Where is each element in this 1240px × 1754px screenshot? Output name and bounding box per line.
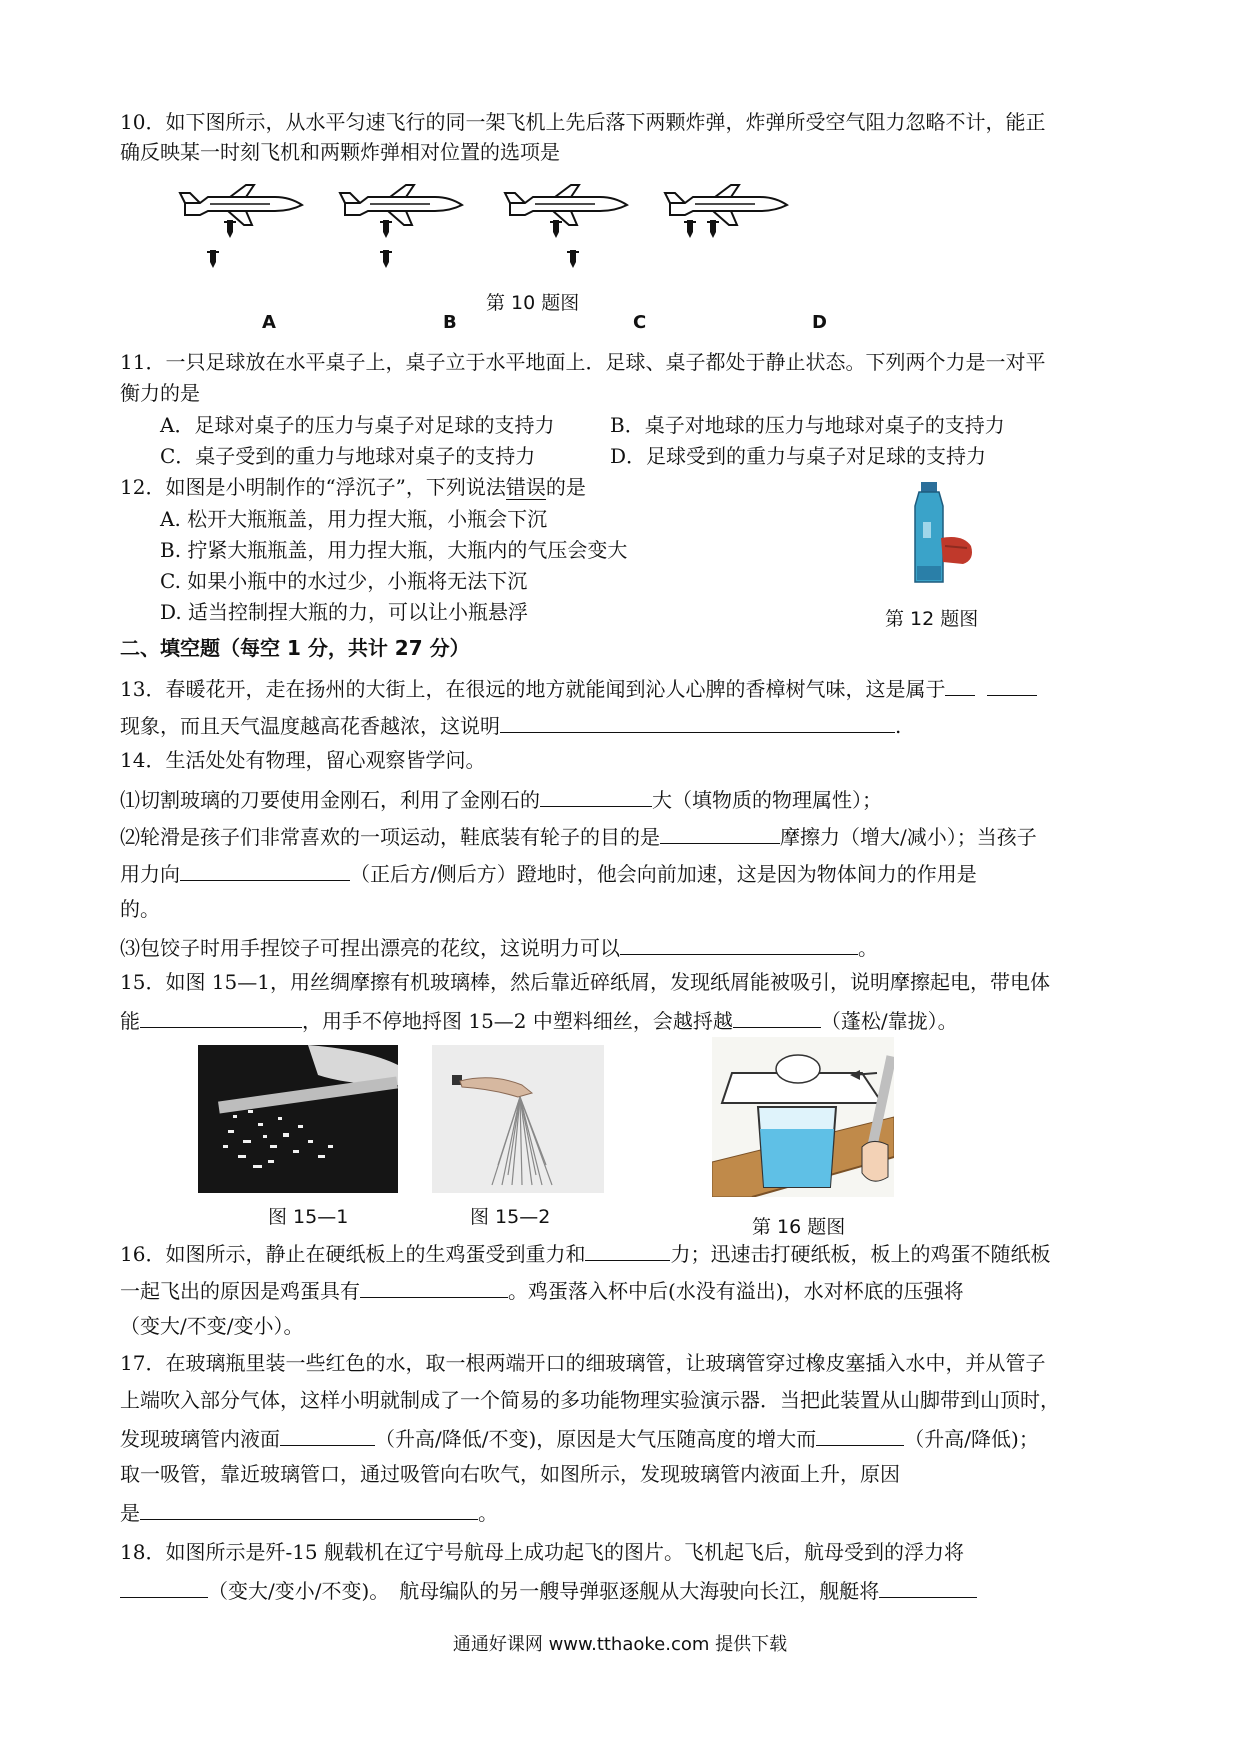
- cartesian-diver-bottle-image: [905, 482, 985, 587]
- q12-stem: [120, 475, 586, 499]
- q12-option-a: A. 松开大瓶瓶盖，用力捏大瓶，小瓶会下沉: [160, 507, 548, 531]
- q11-option-b: B．桌子对地球的压力与地球对桌子的支持力: [610, 413, 1005, 437]
- q11-option-c: C．桌子受到的重力与地球对桌子的支持力: [160, 444, 536, 468]
- section2-heading: 二、填空题（每空 1 分，共计 27 分）: [120, 636, 470, 660]
- option-b-label: B: [443, 312, 457, 333]
- q17-line5: [120, 1499, 498, 1525]
- q14-part2: [120, 823, 1037, 849]
- q17-line3: [120, 1425, 1039, 1451]
- q14-part2b-end: （正后方/侧后方）蹬地时，他会向前加速，这是因为物体间力的作用是: [350, 862, 977, 886]
- q14-part1-text: ⑴切割玻璃的刀要使用金刚石，利用了金刚石的: [120, 788, 540, 812]
- q15-line2-text: 能: [120, 1009, 140, 1033]
- q15-line2-end: （蓬松/靠拢）。: [820, 1009, 958, 1033]
- q12-option-b: B. 拧紧大瓶瓶盖，用力捏大瓶，大瓶内的气压会变大: [160, 538, 628, 562]
- q14-part2b-text: 用力向: [120, 862, 180, 886]
- q11-stem-line1: 11．一只足球放在水平桌子上，桌子立于水平地面上．足球、桌子都处于静止状态。下列两个力是一对平: [120, 350, 1046, 374]
- q18-line1: 18．如图所示是歼-15 舰载机在辽宁号航母上成功起飞的图片。飞机起飞后，航母受到的浮力将: [120, 1540, 965, 1564]
- q13-blank-1b[interactable]: [987, 675, 1037, 696]
- q13-line1: [120, 675, 1037, 701]
- q18-blank-2[interactable]: [879, 1577, 977, 1598]
- q16-blank-1[interactable]: [585, 1240, 670, 1261]
- q13-blank-2[interactable]: [500, 712, 895, 733]
- q13-blank-1a[interactable]: [945, 675, 975, 696]
- option-c-diagram: [505, 185, 627, 268]
- q10-figure-caption: 第 10 题图: [486, 292, 580, 314]
- q15-line2-mid: ，用手不停地捋图 15—2 中塑料细丝，会越捋越: [302, 1009, 733, 1033]
- q17-blank-1[interactable]: [280, 1425, 375, 1446]
- q16-line1: [120, 1240, 1050, 1266]
- q18-blank-1[interactable]: [120, 1577, 208, 1598]
- q11-stem-line2: 衡力的是: [120, 381, 200, 405]
- q15-blank-1[interactable]: [140, 1007, 302, 1028]
- option-c-label: C: [633, 312, 647, 333]
- q14-blank-1[interactable]: [540, 786, 652, 807]
- q14-blank-3[interactable]: [180, 860, 350, 881]
- q16-line2: [120, 1277, 964, 1303]
- q18-line2: [120, 1577, 977, 1603]
- q17-line2: 上端吹入部分气体，这样小明就制成了一个简易的多功能物理实验演示器．当把此装置从山脚带到山顶时，: [120, 1388, 1060, 1412]
- q16-line3: （变大/不变/变小）。: [120, 1314, 304, 1338]
- q14-part2-end: 摩擦力（增大/减小）；当孩子: [780, 825, 1037, 849]
- q12-option-c: C. 如果小瓶中的水过少，小瓶将无法下沉: [160, 569, 528, 593]
- option-b-diagram: [340, 185, 462, 268]
- q17-line3-end: （升高/降低)；: [904, 1427, 1039, 1451]
- q14-part1-end: 大（填物质的物理属性）；: [652, 788, 882, 812]
- q17-line3-text: 发现玻璃管内液面: [120, 1427, 280, 1451]
- q17-line5-text: 是: [120, 1501, 140, 1525]
- q11-option-d: D．足球受到的重力与桌子对足球的支持力: [610, 444, 987, 468]
- q12-stem-end: 的是: [545, 475, 586, 499]
- q14-part3-end: 。: [858, 936, 878, 960]
- q17-line1: 17．在玻璃瓶里装一些红色的水，取一根两端开口的细玻璃管，让玻璃管穿过橡皮塞插入水中，并从管子: [120, 1351, 1046, 1375]
- q15-blank-2[interactable]: [733, 1007, 821, 1028]
- q17-blank-3[interactable]: [140, 1499, 478, 1520]
- q15-line2: [120, 1007, 958, 1033]
- q14-intro: 14．生活处处有物理，留心观察皆学问。: [120, 748, 486, 772]
- q17-line4: 取一吸管，靠近玻璃管口，通过吸管向右吹气，如图所示，发现玻璃管内液面上升，原因: [120, 1462, 900, 1486]
- q14-part2b: [120, 860, 977, 886]
- q14-part2-text: ⑵轮滑是孩子们非常喜欢的一项运动，鞋底装有轮子的目的是: [120, 825, 660, 849]
- q17-line3-mid: （升高/降低/不变)，原因是大气压随高度的增大而: [375, 1427, 817, 1451]
- q15-line1: 15．如图 15—1，用丝绸摩擦有机玻璃棒，然后靠近碎纸屑，发现纸屑能被吸引，说明摩擦起电，带电体: [120, 970, 1050, 994]
- q12-stem-text: 12．如图是小明制作的“浮沉子”，下列说法: [120, 475, 506, 499]
- q16-line1-text: 16．如图所示，静止在硬纸板上的生鸡蛋受到重力和: [120, 1242, 586, 1266]
- q10-stem-line2: 确反映某一时刻飞机和两颗炸弹相对位置的选项是: [120, 140, 560, 164]
- q14-part1: [120, 786, 882, 812]
- option-d-diagram: [665, 185, 787, 238]
- q12-option-d: D. 适当控制捏大瓶的力，可以让小瓶悬浮: [160, 600, 529, 624]
- q13-line2-text: 现象，而且天气温度越高花香越浓，这说明: [120, 714, 500, 738]
- option-a-diagram: [180, 185, 302, 268]
- q17-blank-2[interactable]: [816, 1425, 904, 1446]
- option-d-label: D: [812, 312, 827, 333]
- q18-line2-text: （变大/变小/不变)。 航母编队的另一艘导弹驱逐舰从大海驶向长江，舰艇将: [208, 1579, 880, 1603]
- q14-part2c: 的。: [120, 897, 160, 921]
- q12-emphasis: 错误: [505, 475, 546, 499]
- q16-line1-end: 力；迅速击打硬纸板，板上的鸡蛋不随纸板: [670, 1242, 1051, 1266]
- glass-rod-paper-scraps-photo: [198, 1045, 398, 1193]
- option-a-label: A: [262, 312, 276, 333]
- q13-line2: [120, 712, 901, 738]
- q14-part3-text: ⑶包饺子时用手捏饺子可捏出漂亮的花纹，这说明力可以: [120, 936, 620, 960]
- egg-cardboard-cup-figure: [712, 1037, 894, 1197]
- q17-line5-end: 。: [478, 1501, 498, 1525]
- q10-stem-line1: 10．如下图所示，从水平匀速飞行的同一架飞机上先后落下两颗炸弹，炸弹所受空气阻力忽略不计，能正: [120, 110, 1046, 134]
- fig15-2-caption: 图 15—2: [470, 1206, 551, 1228]
- q16-figure-caption: 第 16 题图: [752, 1216, 846, 1238]
- q12-figure-caption: 第 12 题图: [885, 608, 979, 630]
- plastic-strands-photo: [432, 1045, 604, 1193]
- q16-line2-end: 。鸡蛋落入杯中后(水没有溢出)，水对杯底的压强将: [508, 1279, 964, 1303]
- q13-line1-text: 13．春暖花开，走在扬州的大街上，在很远的地方就能闻到沁人心脾的香樟树气味，这是属于: [120, 677, 946, 701]
- q14-blank-4[interactable]: [620, 934, 858, 955]
- fig15-1-caption: 图 15—1: [268, 1206, 349, 1228]
- q16-blank-2[interactable]: [360, 1277, 508, 1298]
- airplanes-figure: [170, 178, 820, 298]
- q13-line2-end: .: [895, 714, 902, 738]
- page-footer: 通通好课网 www.tthaoke.com 提供下载: [452, 1634, 788, 1655]
- q14-part3: [120, 934, 878, 960]
- q14-blank-2[interactable]: [660, 823, 780, 844]
- q11-option-a: A．足球对桌子的压力与桌子对足球的支持力: [160, 413, 555, 437]
- q16-line2-text: 一起飞出的原因是鸡蛋具有: [120, 1279, 360, 1303]
